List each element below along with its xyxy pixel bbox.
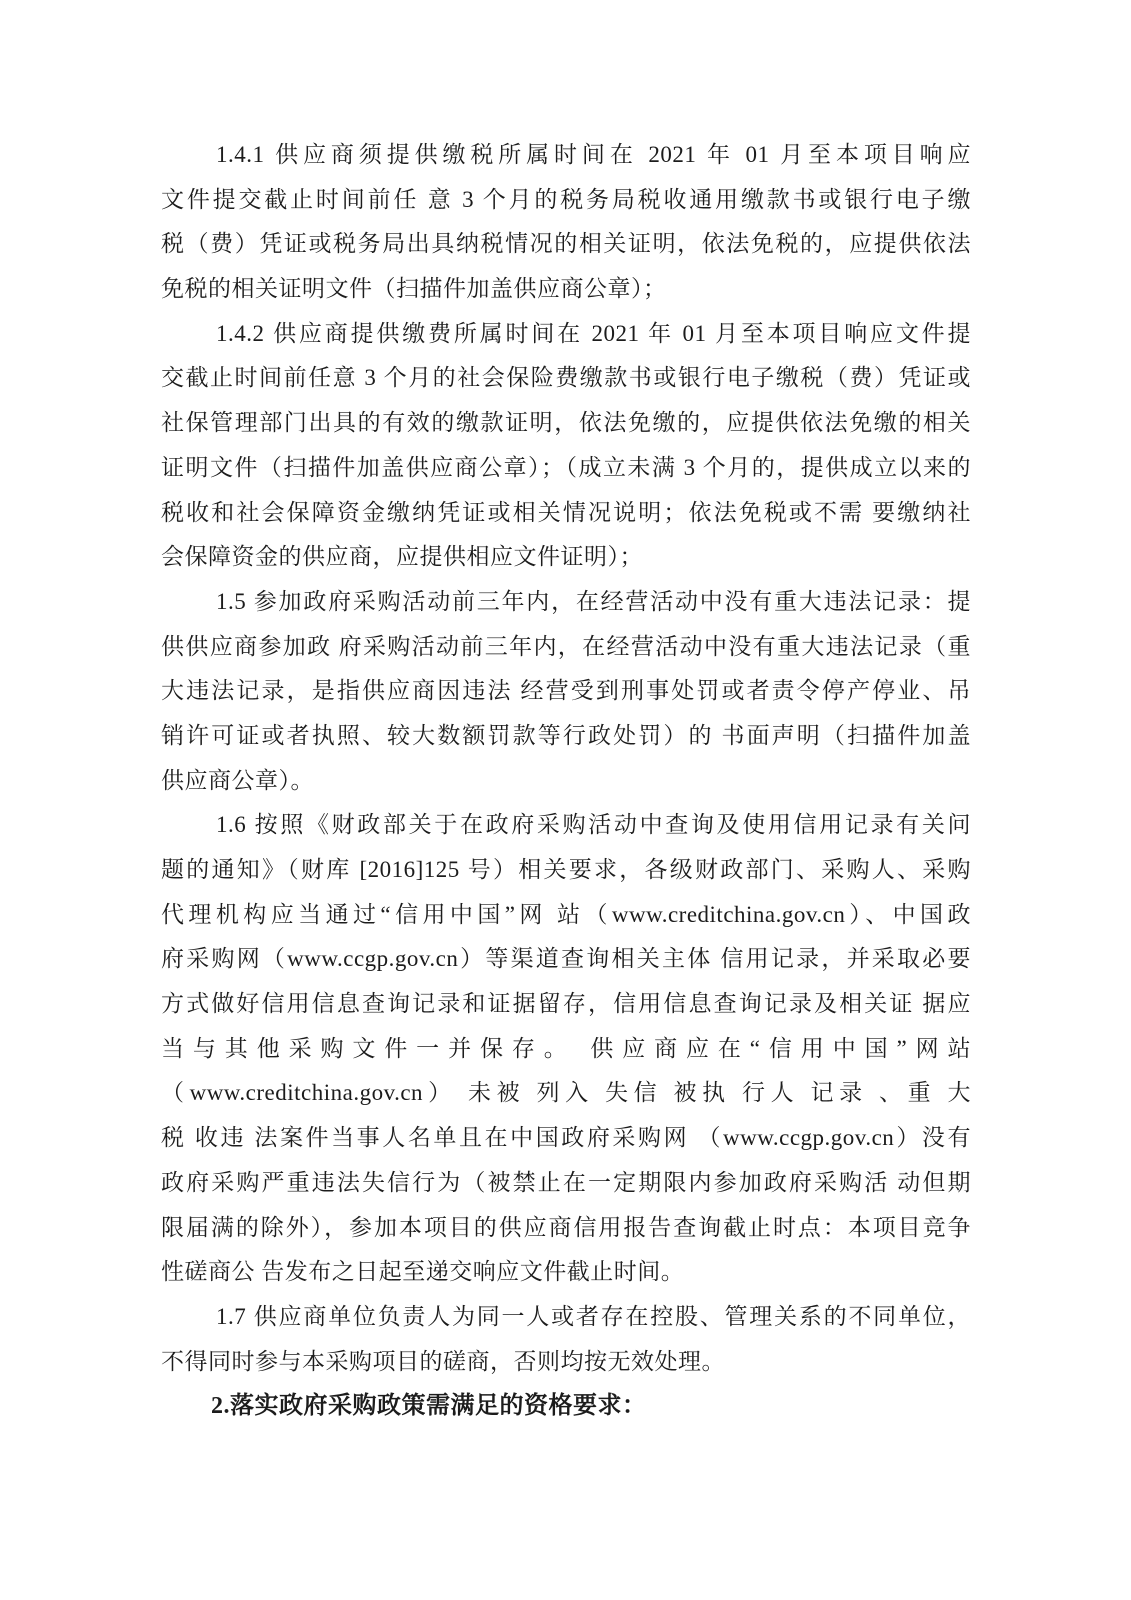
text-line: 税（费）凭证或税务局出具纳税情况的相关证明，依法免税的，应提供依法: [161, 231, 971, 257]
text-line: 销许可证或者执照、较大数额罚款等行政处罚）的 书面声明（扫描件加盖: [161, 722, 971, 748]
clause-1-4-1: [161, 133, 971, 312]
text-line: 1.7 供应商单位负责人为同一人或者存在控股、管理关系的不同单位，: [216, 1303, 971, 1329]
text-line: 供应商公章）。: [161, 767, 314, 793]
clause-1-7: [161, 1295, 971, 1384]
text-line: 政府采购严重违法失信行为（被禁止在一定期限内参加政府采购活 动但期: [161, 1169, 971, 1195]
text-line: 性磋商公 告发布之日起至递交响应文件截止时间。: [161, 1259, 685, 1285]
text-line: 题的通知》（财库 [2016]125 号）相关要求，各级财政部门、采购人、采购: [161, 857, 971, 882]
text-line: 交截止时间前任意 3 个月的社会保险费缴款书或银行电子缴税（费）凭证或: [161, 365, 971, 391]
text-line: 证明文件（扫描件加盖供应商公章）；（成立未满 3 个月的，提供成立以来的: [161, 454, 971, 480]
document-text-block: [161, 133, 971, 1429]
text-line: 会保障资金的供应商，应提供相应文件证明）；: [161, 544, 643, 570]
text-line: 大违法记录，是指供应商因违法 经营受到刑事处罚或者责令停产停业、吊: [161, 678, 971, 704]
text-line: （www.creditchina.gov.cn） 未被 列入 失信 被执 行人 记录 、重 大: [161, 1080, 971, 1106]
text-line: 1.5 参加政府采购活动前三年内，在经营活动中没有重大违法记录：提: [216, 588, 971, 614]
text-line: 当与其他采购文件一并保存。 供应商应在“信用中国”网站: [161, 1035, 971, 1061]
clause-1-5: [161, 580, 971, 803]
text-line: 1.4.1 供应商须提供缴税所属时间在 2021 年 01 月至本项目响应: [216, 142, 972, 167]
text-line: 社保管理部门出具的有效的缴款证明，依法免缴的，应提供依法免缴的相关: [161, 410, 971, 436]
text-line: 府采购网（www.ccgp.gov.cn）等渠道查询相关主体 信用记录，并采取必要: [161, 946, 971, 972]
text-line: 代理机构应当通过“信用中国”网 站（www.creditchina.gov.cn）、中国政: [161, 901, 971, 927]
text-line: 方式做好信用信息查询记录和证据留存，信用信息查询记录及相关证 据应: [161, 991, 971, 1017]
text-line: 供供应商参加政 府采购活动前三年内，在经营活动中没有重大违法记录（重: [161, 633, 971, 659]
text-line: 文件提交截止时间前任 意 3 个月的税务局税收通用缴款书或银行电子缴: [161, 186, 971, 212]
section-2-heading: 2.落实政府采购政策需满足的资格要求：: [211, 1393, 647, 1420]
text-line: 税收和社会保障资金缴纳凭证或相关情况说明；依法免税或不需 要缴纳社: [161, 499, 971, 525]
text-line: 不得同时参与本采购项目的磋商，否则均按无效处理。: [161, 1348, 725, 1374]
text-line: 1.6 按照《财政部关于在政府采购活动中查询及使用信用记录有关问: [216, 812, 971, 838]
clause-1-6: [161, 803, 971, 1295]
clause-1-4-2: [161, 312, 971, 580]
text-line: 免税的相关证明文件（扫描件加盖供应商公章）；: [161, 276, 667, 302]
text-line: 限届满的除外），参加本项目的供应商信用报告查询截止时点：本项目竞争: [161, 1214, 971, 1240]
text-line: 税 收违 法案件当事人名单且在中国政府采购网 （www.ccgp.gov.cn）没有: [161, 1125, 971, 1151]
text-line: 1.4.2 供应商提供缴费所属时间在 2021 年 01 月至本项目响应文件提: [216, 320, 971, 346]
